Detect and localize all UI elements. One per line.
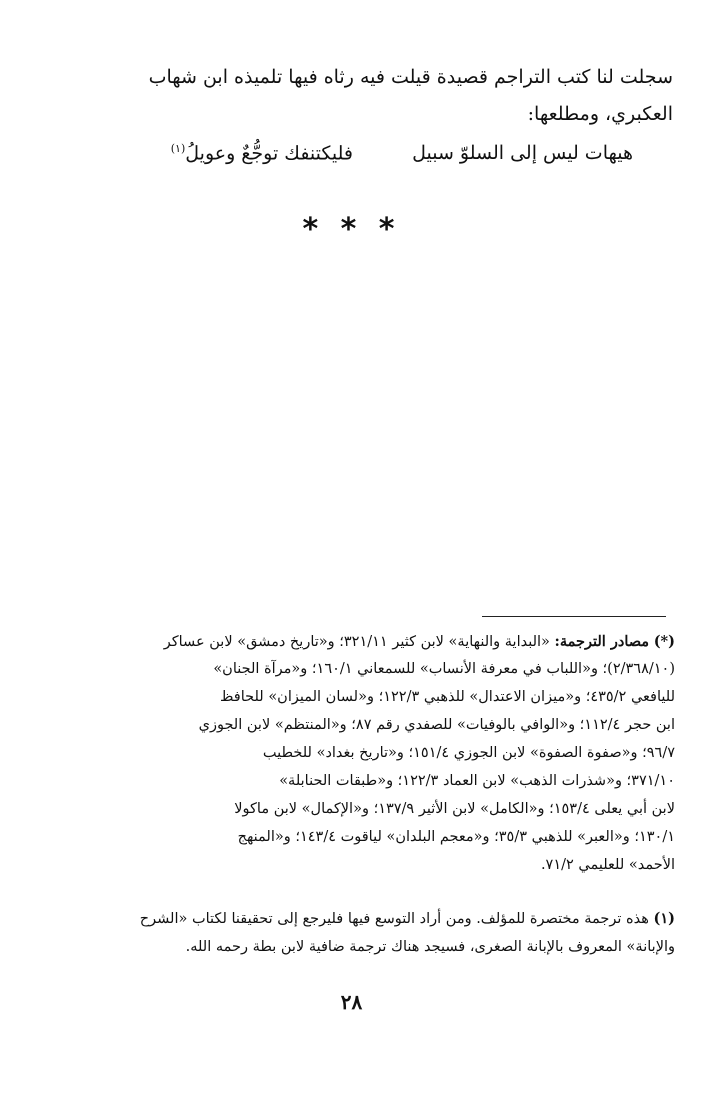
sources-line-9: الأحمد» للعليمي ٧١/٢. — [540, 857, 675, 873]
footnote-1-line-2: والإبانة» المعروف بالإبانة الصغرى، فسيجد هناك ترجمة ضافية لابن بطة رحمه الله. — [185, 939, 675, 955]
sources-heading: مصادر الترجمة: — [554, 633, 650, 650]
sources-line-8: ١٣٠/١؛ و«العبر» للذهبي ٣٥/٣؛ و«معجم البلدان» لياقوت ١٤٣/٤؛ و«المنهج — [237, 829, 675, 845]
body-line-1: سجلت لنا كتب التراجم قصيدة قيلت فيه رثاه فيها تلميذه ابن شهاب — [148, 66, 673, 88]
footnote-1-line-1-text: هذه ترجمة مختصرة للمؤلف. ومن أراد التوسع فيها فليرجع إلى تحقيقنا لكتاب «الشرح — [139, 911, 649, 927]
footnote-divider — [482, 616, 666, 617]
sources-line-1-text: «البداية والنهاية» لابن كثير ٣٢١/١١؛ و«تاريخ دمشق» لابن عساكر — [163, 634, 550, 650]
sources-line-7: لابن أبي يعلى ١٥٣/٤؛ و«الكامل» لابن الأثير ١٣٧/٩؛ و«الإكمال» لابن ماكولا — [234, 801, 675, 817]
footnote-reference: (١) — [170, 142, 186, 155]
section-separator: * * * — [302, 212, 401, 247]
sources-marker: (*) — [653, 633, 675, 650]
verse-second-hemistich — [171, 142, 353, 164]
footnote-1-line-1 — [86, 910, 675, 927]
poem-verse — [90, 142, 633, 182]
verse-first-hemistich — [412, 142, 633, 164]
sources-line-2: (٢/٣٦٨/١٠)؛ و«اللباب في معرفة الأنساب» للسمعاني ١٦٠/١؛ و«مرآة الجنان» — [213, 661, 675, 677]
body-line-2: العكبري، ومطلعها: — [527, 103, 673, 125]
footnote-1-marker: (١) — [653, 910, 675, 927]
sources-line-4: ابن حجر ١١٢/٤؛ و«الوافي بالوفيات» للصفدي رقم ٨٧؛ و«المنتظم» لابن الجوزي — [198, 717, 675, 733]
sources-line-5: ٩٦/٧؛ و«صفوة الصفوة» لابن الجوزي ١٥١/٤؛ و«تاريخ بغداد» للخطيب — [262, 745, 675, 761]
sources-line-6: ٣٧١/١٠؛ و«شذرات الذهب» لابن العماد ١٢٢/٣؛ و«طبقات الحنابلة» — [279, 773, 675, 789]
sources-line-1 — [86, 633, 675, 650]
second-hemistich-text: فليكتنفك توجُّعٌ وعويلُ — [185, 142, 353, 165]
first-hemistich-text: هيهات ليس إلى السلوّ سبيل — [412, 142, 633, 164]
sources-line-3: لليافعي ٤٣٥/٢؛ و«ميزان الاعتدال» للذهبي ١٢٢/٣؛ و«لسان الميزان» للحافظ — [220, 689, 675, 705]
page-number: ٢٨ — [340, 990, 363, 1014]
